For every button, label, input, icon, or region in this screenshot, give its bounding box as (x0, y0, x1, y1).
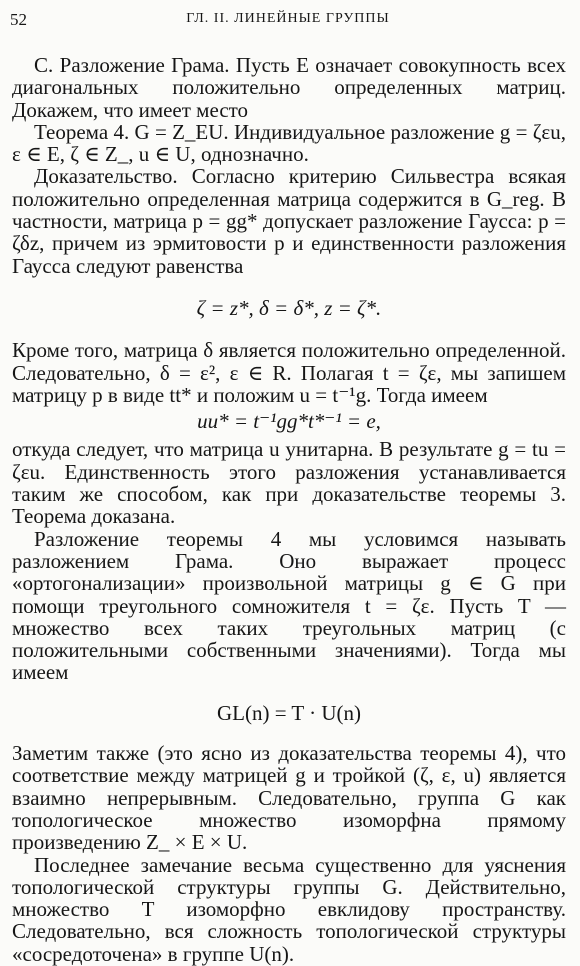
page-body (12, 54, 566, 965)
proof-paragraph: Доказательство. Согласно критерию Сильвестра всякая положительно определенная матрица содержится в G_reg. В частности, матрица p = gg* допускает разложение Гаусса: p = ζδz, причем из эрмитовости p и единственности разложения Гаусса следуют равенства (12, 164, 566, 278)
paragraph-topology: Последнее замечание весьма существенно для уяснения топологической структуры группы G. Действительно, множество T изоморфно евклидову пространству. Следовательно, вся сложность топологической структуры «сосредоточена» в группе U(n). (12, 852, 566, 966)
equation-unitary: uu* = t⁻¹gg*t*⁻¹ = e, (197, 409, 381, 434)
equation-equalities: ζ = z*, δ = δ*, z = ζ*. (196, 295, 382, 320)
paragraph-delta: Кроме того, матрица δ является положительно определенной. Следовательно, δ = ε², ε ∈ R. Полагая t = ζε, мы запишем матрицу p в виде tt* и положим u = t⁻¹g. Тогда имеем (12, 338, 566, 407)
page-number: 52 (10, 10, 27, 29)
paragraph-continuity: Заметим также (это ясно из доказательства теоремы 4), что соответствие между матрицей g и тройкой (ζ, ε, u) является взаимно непрерывным. Следовательно, группа G как топологическое множество изоморфна прямому произведению Z_ × E × U. (12, 741, 566, 855)
page-header (10, 10, 566, 36)
running-title: ГЛ. II. ЛИНЕЙНЫЕ ГРУППЫ (186, 11, 390, 26)
paragraph-gram-intro: С. Разложение Грама. Пусть E означает совокупность всех диагональных положительно определенных матриц. Докажем, что имеет место (12, 53, 566, 122)
paragraph-gram-decomposition: Разложение теоремы 4 мы условимся называть разложением Грама. Оно выражает процесс «ортогонализации» произвольной матрицы g ∈ G при помощи треугольного сомножителя t = ζε. Пусть T — множество всех таких треугольных матриц (с положительными собственными значениями). Тогда мы имеем (12, 526, 566, 685)
paragraph-conclusion: откуда следует, что матрица u унитарна. В результате g = tu = ζεu. Единственность этого разложения устанавливается таким же способом, как при доказательстве теоремы 3. Теорема доказана. (12, 437, 566, 529)
equation-gl: GL(n) = T · U(n) (216, 700, 362, 725)
theorem-4: Теорема 4. G = Z_EU. Индивидуальное разложение g = ζεu, ε ∈ E, ζ ∈ Z_, u ∈ U, однозначно. (12, 119, 566, 167)
